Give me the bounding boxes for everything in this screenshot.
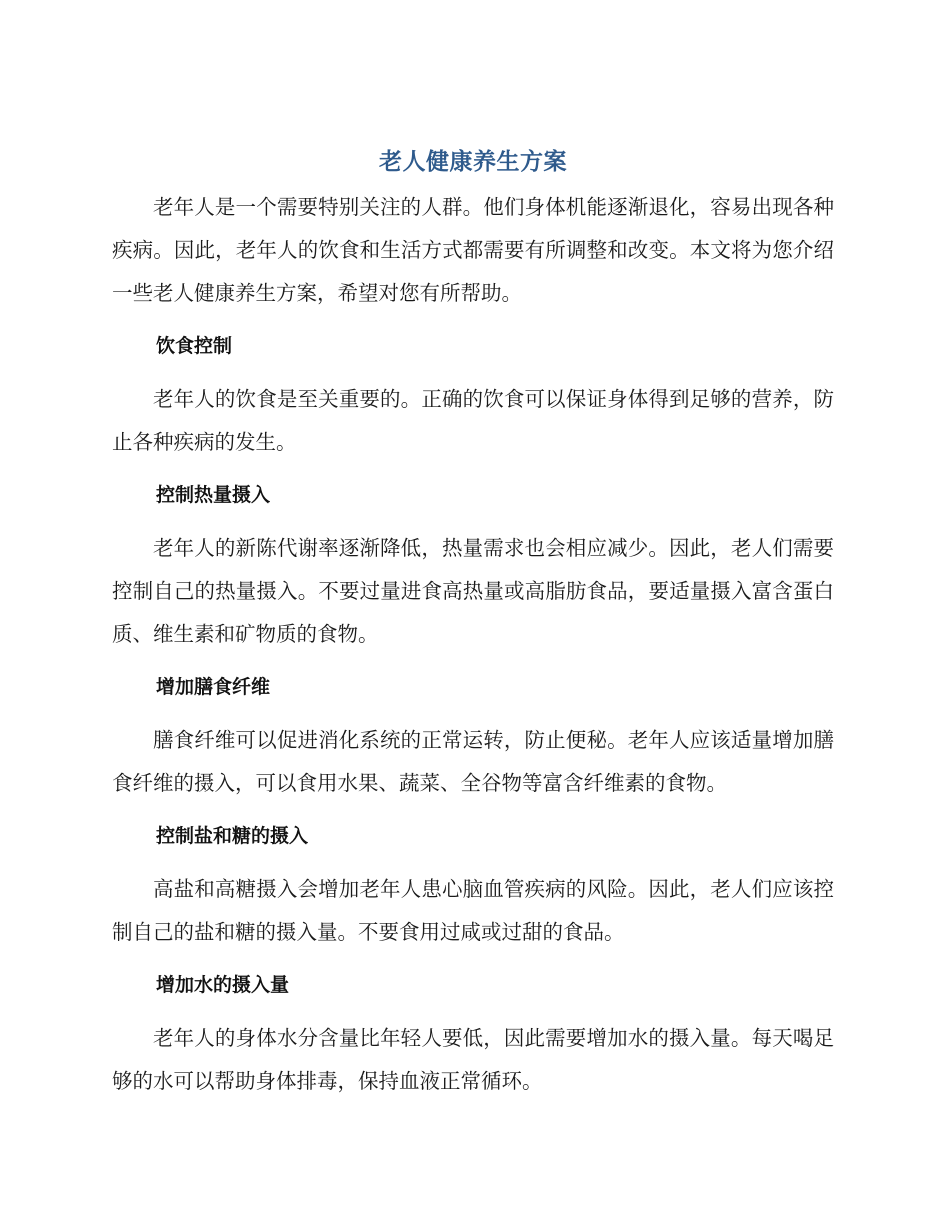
section-dietary-fiber xyxy=(112,666,834,805)
section-paragraph: 膳食纤维可以促进消化系统的正常运转，防止便秘。老年人应该适量增加膳食纤维的摄入，可以食用水果、蔬菜、全谷物等富含纤维素的食物。 xyxy=(112,728,834,795)
document-title: 老人健康养生方案 xyxy=(379,149,567,175)
section-heading: 增加水的摄入量 xyxy=(156,974,290,996)
section-heading: 控制盐和糖的摄入 xyxy=(156,825,309,847)
section-salt-sugar xyxy=(112,815,834,954)
section-paragraph: 高盐和高糖摄入会增加老年人患心脑血管疾病的风险。因此，老人们应该控制自己的盐和糖的摄入量。不要食用过咸或过甜的食品。 xyxy=(112,877,834,944)
section-water-intake xyxy=(112,964,834,1103)
section-calorie-control xyxy=(112,474,834,656)
document-page xyxy=(112,138,834,1103)
section-heading: 增加膳食纤维 xyxy=(156,676,271,698)
section-paragraph: 老年人的身体水分含量比年轻人要低，因此需要增加水的摄入量。每天喝足够的水可以帮助身体排毒，保持血液正常循环。 xyxy=(112,1026,834,1093)
section-diet-control xyxy=(112,325,834,464)
section-heading: 控制热量摄入 xyxy=(156,484,271,506)
section-heading: 饮食控制 xyxy=(156,335,233,357)
section-paragraph: 老年人的新陈代谢率逐渐降低，热量需求也会相应减少。因此，老人们需要控制自己的热量摄入。不要过量进食高热量或高脂肪食品，要适量摄入富含蛋白质、维生素和矿物质的食物。 xyxy=(112,536,834,646)
intro-paragraph: 老年人是一个需要特别关注的人群。他们身体机能逐渐退化，容易出现各种疾病。因此，老年人的饮食和生活方式都需要有所调整和改变。本文将为您介绍一些老人健康养生方案，希望对您有所帮助。 xyxy=(112,195,834,305)
section-paragraph: 老年人的饮食是至关重要的。正确的饮食可以保证身体得到足够的营养，防止各种疾病的发生。 xyxy=(112,387,834,454)
